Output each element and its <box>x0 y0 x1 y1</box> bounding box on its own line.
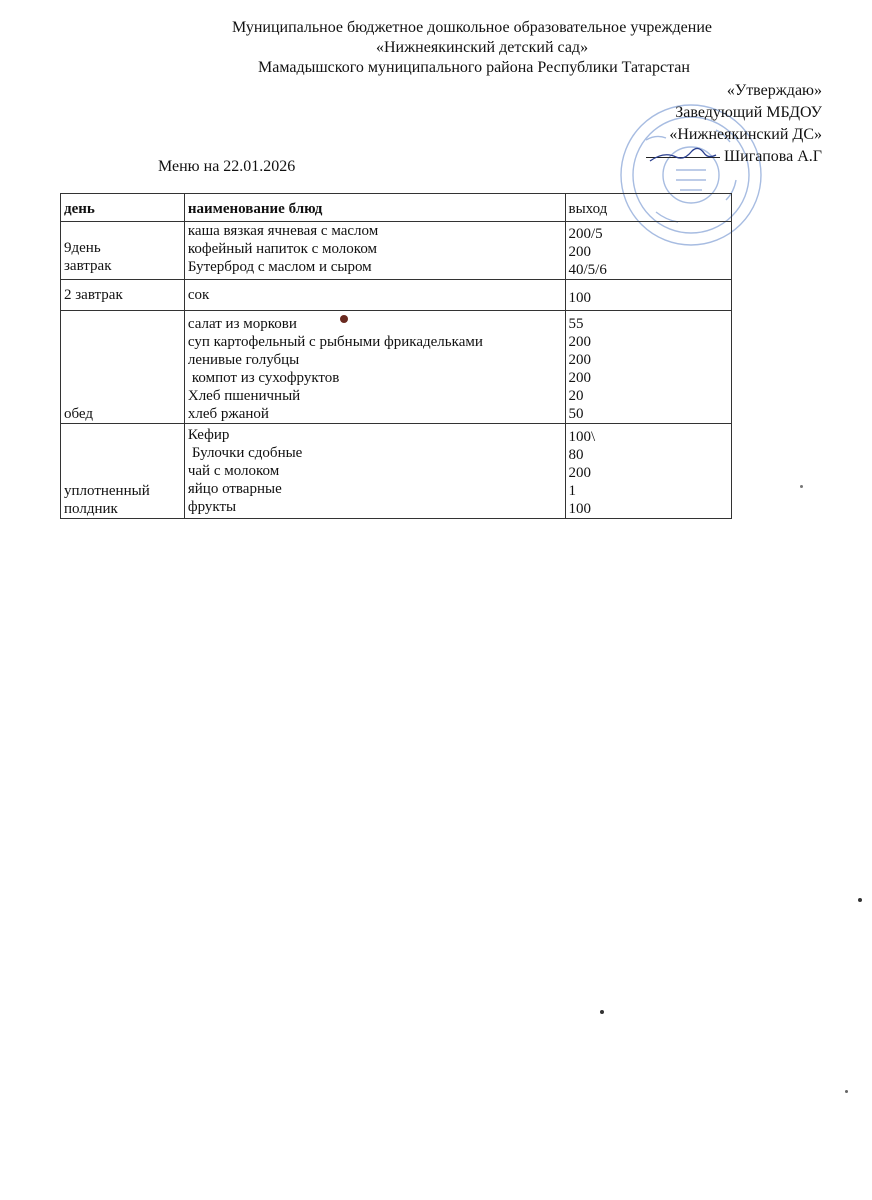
scan-speck <box>800 485 803 488</box>
dish-item: Бутерброд с маслом и сыром <box>187 259 372 275</box>
signature-scribble-icon <box>646 145 720 167</box>
header-line-2: «Нижнеякинский детский сад» <box>376 39 589 56</box>
yield-item: 200 <box>568 244 592 260</box>
dish-item: Хлеб пшеничный <box>187 388 301 404</box>
dish-cell <box>184 311 565 424</box>
yield-item: 100 <box>568 501 592 517</box>
menu-table <box>60 193 732 519</box>
meal-line: обед <box>64 406 94 422</box>
table-row <box>61 280 732 311</box>
scan-speck <box>600 1010 604 1014</box>
dish-item: кофейный напиток с молоком <box>187 241 378 257</box>
header-day: день <box>61 194 185 222</box>
approval-org: «Нижнеякинский ДС» <box>669 126 822 143</box>
approval-block <box>646 80 822 168</box>
dish-item: чай с молоком <box>187 463 280 479</box>
yield-item: 200 <box>568 334 592 350</box>
signature-line <box>646 157 720 158</box>
meal-line: 2 завтрак <box>64 287 123 303</box>
dish-item: Булочки сдобные <box>191 445 303 461</box>
meal-cell <box>61 424 185 519</box>
scan-speck <box>340 315 348 323</box>
yield-item: 200/5 <box>568 226 603 242</box>
scan-speck <box>845 1090 848 1093</box>
dish-item: яйцо отварные <box>187 481 282 497</box>
header-line-3: Мамадышского муниципального района Республики Татарстан <box>258 59 690 76</box>
dish-item: компот из сухофруктов <box>191 370 340 386</box>
meal-line: уплотненный <box>64 483 150 499</box>
yield-cell <box>565 424 731 519</box>
table-row <box>61 222 732 280</box>
table-row <box>61 424 732 519</box>
yield-cell <box>565 222 731 280</box>
scan-speck <box>858 898 862 902</box>
meal-line: 9день <box>64 240 101 256</box>
header-dish: наименование блюд <box>184 194 565 222</box>
dish-item: Кефир <box>187 427 230 443</box>
meal-cell <box>61 280 185 311</box>
dish-item: ленивые голубцы <box>187 352 300 368</box>
yield-item: 200 <box>568 352 592 368</box>
meal-cell <box>61 311 185 424</box>
dish-item: салат из моркови <box>187 316 297 332</box>
dish-item: суп картофельный с рыбными фрикадельками <box>187 334 483 350</box>
approval-position: Заведующий МБДОУ <box>675 104 822 121</box>
yield-item: 55 <box>568 316 584 332</box>
yield-cell <box>565 280 731 311</box>
yield-item: 1 <box>568 483 577 499</box>
yield-item: 100 <box>568 290 592 306</box>
dish-item: фрукты <box>187 499 237 515</box>
table-row <box>61 311 732 424</box>
dish-cell <box>184 424 565 519</box>
yield-cell <box>565 311 731 424</box>
dish-cell <box>184 280 565 311</box>
yield-item: 40/5/6 <box>568 262 607 278</box>
yield-item: 20 <box>568 388 584 404</box>
menu-title: Меню на 22.01.2026 <box>158 158 296 175</box>
meal-cell <box>61 222 185 280</box>
yield-item: 200 <box>568 370 592 386</box>
dish-item: хлеб ржаной <box>187 406 269 422</box>
header-yield: выход <box>565 194 731 222</box>
header-line-1: Муниципальное бюджетное дошкольное образовательное учреждение <box>232 19 712 36</box>
approval-name: Шигапова А.Г <box>724 148 822 165</box>
yield-item: 200 <box>568 465 592 481</box>
approval-signature-row <box>646 146 822 168</box>
table-header-row <box>61 194 732 222</box>
meal-line: завтрак <box>64 258 112 274</box>
approval-label: «Утверждаю» <box>726 82 822 99</box>
yield-item: 100\ <box>568 429 596 445</box>
dish-cell <box>184 222 565 280</box>
dish-item: сок <box>187 287 210 303</box>
yield-item: 80 <box>568 447 584 463</box>
meal-line: полдник <box>64 501 118 517</box>
dish-item: каша вязкая ячневая с маслом <box>187 223 379 239</box>
yield-item: 50 <box>568 406 584 422</box>
